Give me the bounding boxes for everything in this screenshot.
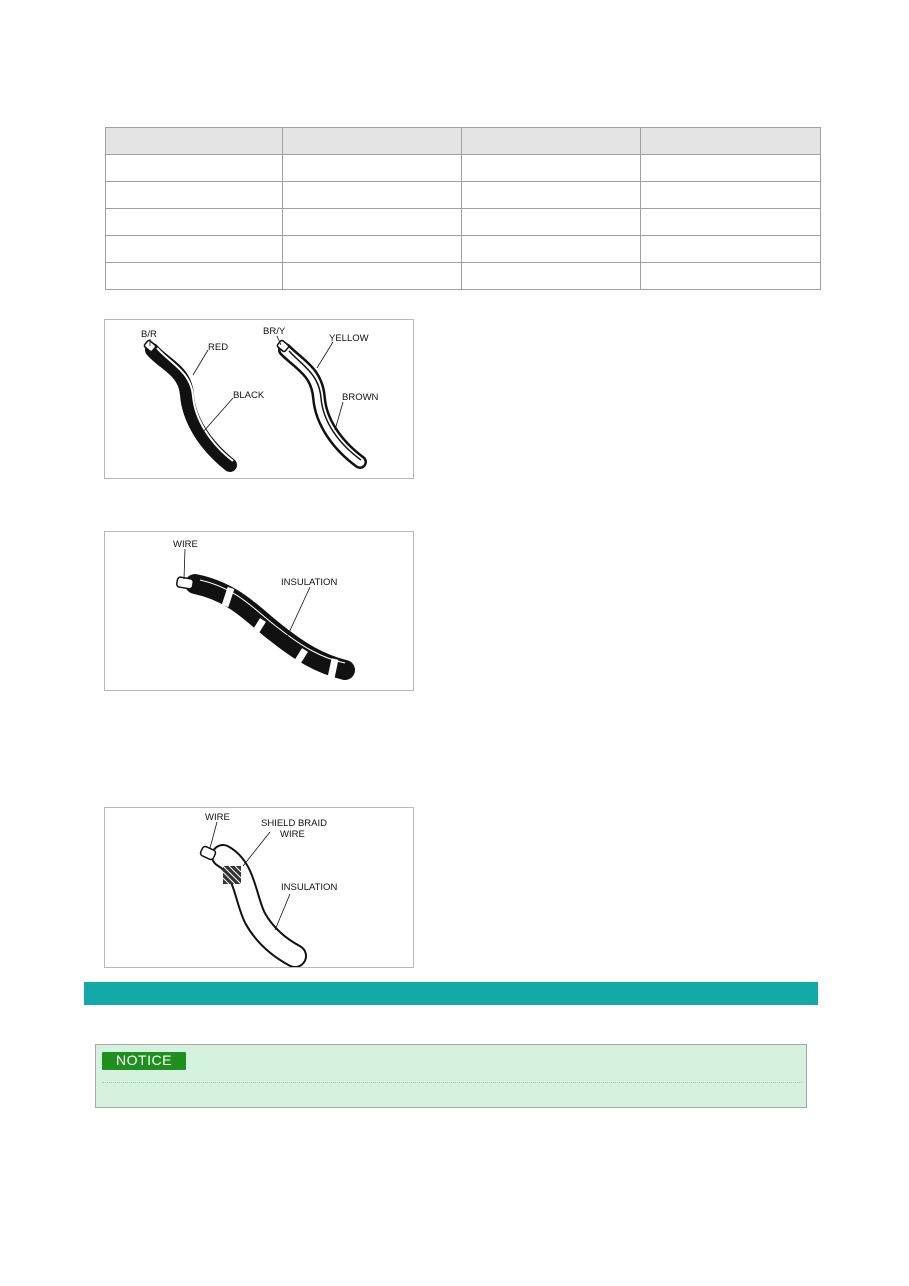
- table-cell: [106, 182, 283, 209]
- figure-banded-wire: [104, 531, 414, 691]
- label-insulation: INSULATION: [281, 577, 338, 588]
- label-stripe-2: YELLOW: [329, 333, 369, 344]
- table-row: [106, 236, 821, 263]
- table-cell: [106, 263, 283, 290]
- spec-table: [105, 127, 821, 290]
- notice-tag: NOTICE: [102, 1052, 186, 1070]
- label-base-1: BLACK: [233, 390, 265, 401]
- label-code-2: BR/Y: [263, 326, 286, 337]
- table-cell: [283, 182, 462, 209]
- table-header-row: [106, 128, 821, 155]
- table-cell: [641, 209, 821, 236]
- table-cell: [283, 263, 462, 290]
- table-header-cell: [106, 128, 283, 155]
- table-cell: [283, 155, 462, 182]
- figure-shielded-wire: [104, 807, 414, 968]
- table-row: [106, 263, 821, 290]
- table-row: [106, 182, 821, 209]
- table-cell: [462, 155, 641, 182]
- section-header-bar: [84, 982, 818, 1005]
- table-row: [106, 155, 821, 182]
- wire-tip: [176, 577, 193, 590]
- table-cell: [641, 155, 821, 182]
- table-cell: [106, 236, 283, 263]
- label-shield-braid: SHIELD BRAID: [261, 818, 327, 829]
- banded-wire-illustration: [105, 532, 413, 690]
- notice-divider: [102, 1082, 802, 1083]
- label-insulation: INSULATION: [281, 882, 338, 893]
- label-stripe-1: RED: [208, 342, 229, 353]
- label-base-2: BROWN: [342, 392, 379, 403]
- insulation-band: [331, 659, 335, 678]
- table-cell: [641, 182, 821, 209]
- color-wires-illustration: [105, 320, 413, 478]
- table-cell: [462, 263, 641, 290]
- table-cell: [283, 209, 462, 236]
- table-cell: [462, 209, 641, 236]
- shielded-wire-illustration: [105, 808, 413, 967]
- wire-tip: [200, 846, 217, 861]
- table-row: [106, 209, 821, 236]
- label-shield-wire: WIRE: [280, 829, 305, 840]
- table-cell: [462, 236, 641, 263]
- table-header-cell: [641, 128, 821, 155]
- wire-insulation: [195, 584, 345, 670]
- table-cell: [283, 236, 462, 263]
- label-wire: WIRE: [173, 539, 198, 550]
- table-cell: [462, 182, 641, 209]
- table-header-cell: [283, 128, 462, 155]
- label-code-1: B/R: [141, 329, 157, 340]
- notice-box: [95, 1044, 807, 1108]
- table-cell: [106, 155, 283, 182]
- table-cell: [106, 209, 283, 236]
- label-wire: WIRE: [205, 812, 230, 823]
- table-cell: [641, 263, 821, 290]
- table-cell: [641, 236, 821, 263]
- figure-color-wires: [104, 319, 414, 479]
- table-header-cell: [462, 128, 641, 155]
